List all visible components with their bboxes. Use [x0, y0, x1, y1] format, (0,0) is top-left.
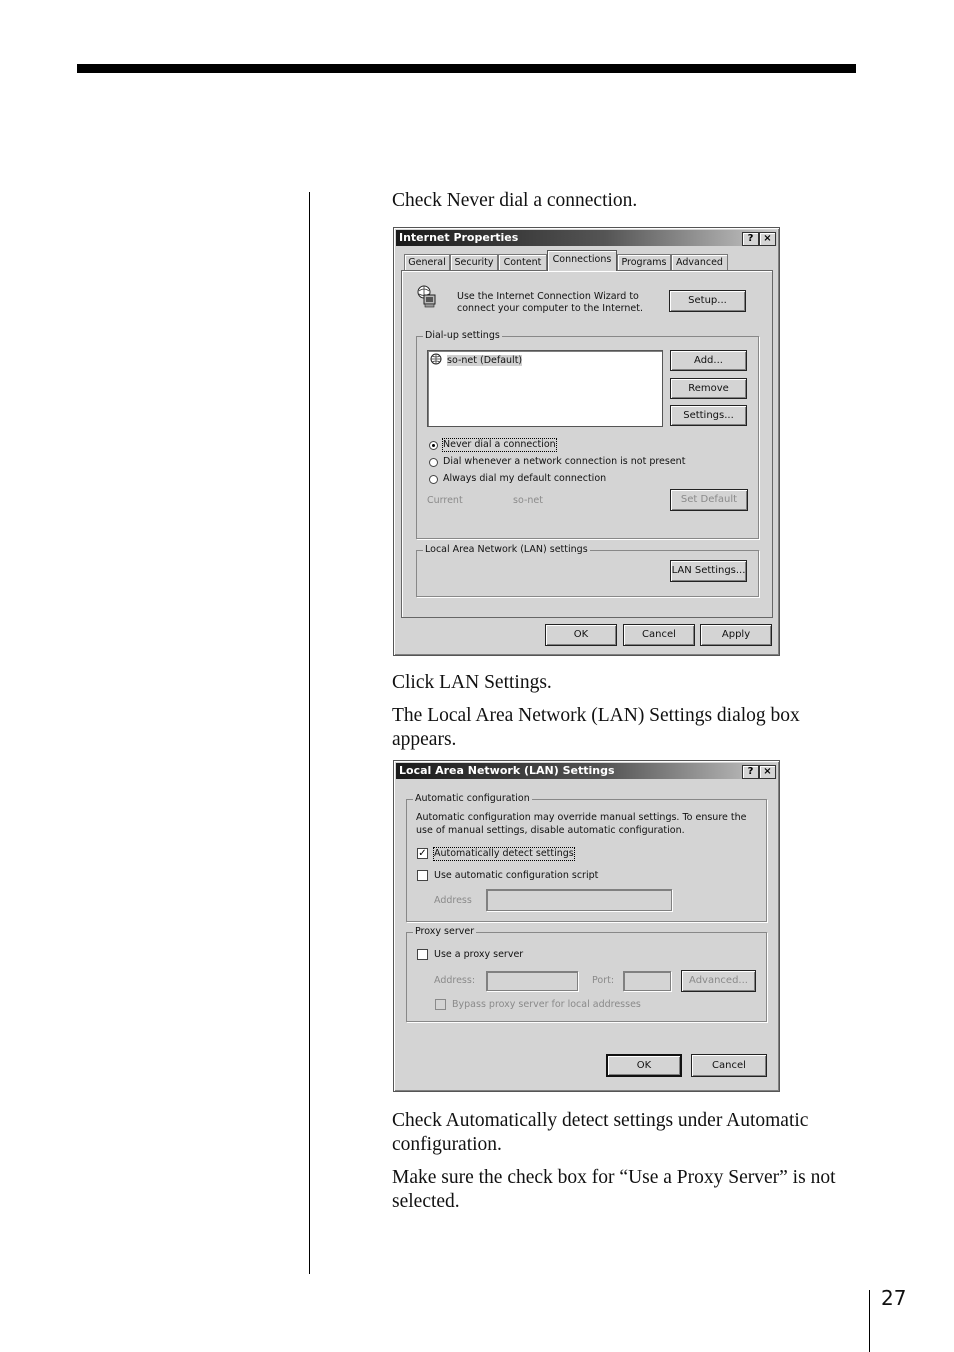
auto-config-desc-line2: use of manual settings, disable automatic configuration.	[416, 825, 685, 836]
cancel-button[interactable]: Cancel	[623, 624, 695, 646]
automatic-configuration-group	[406, 793, 767, 922]
proxy-server-group	[406, 926, 767, 1022]
never-dial-radio[interactable]	[429, 441, 438, 450]
tab-content[interactable]: Content	[498, 254, 547, 270]
script-address-label: Address	[434, 895, 472, 906]
lan-settings-button[interactable]: LAN Settings...	[670, 560, 747, 582]
connections-panel	[401, 270, 773, 618]
proxy-address-input[interactable]	[486, 971, 578, 991]
close-icon[interactable]: ×	[759, 765, 776, 779]
dialup-settings-group	[416, 330, 759, 539]
list-item[interactable]	[430, 353, 522, 367]
script-address-input[interactable]	[486, 889, 672, 911]
dialog-title: Local Area Network (LAN) Settings	[399, 764, 615, 777]
wizard-text-line2: connect your computer to the Internet.	[457, 303, 644, 314]
setup-button[interactable]: Setup...	[669, 290, 746, 312]
apply-button[interactable]: Apply	[700, 624, 772, 646]
header-rule	[77, 64, 856, 73]
bypass-proxy-checkbox[interactable]	[435, 999, 446, 1010]
auto-script-checkbox[interactable]	[417, 870, 428, 881]
dialup-connection-list[interactable]	[427, 350, 663, 427]
never-dial-label[interactable]: Never dial a connection	[443, 439, 556, 450]
margin-rule	[309, 192, 310, 1274]
step-auto-detect-text: Check Automatically detect settings under Automatic configuration.	[392, 1110, 809, 1155]
connection-wizard-icon	[416, 285, 438, 309]
close-icon[interactable]: ×	[759, 232, 776, 246]
auto-detect-checkbox[interactable]: ✓	[418, 848, 427, 859]
step-lan-appears-text: The Local Area Network (LAN) Settings dialog box appears.	[392, 705, 800, 750]
tab-connections[interactable]: Connections	[547, 250, 617, 271]
lan-ok-button[interactable]: OK	[606, 1054, 682, 1077]
add-button[interactable]: Add...	[670, 350, 747, 371]
page-number: 27	[881, 1286, 907, 1310]
proxy-port-input[interactable]	[623, 971, 671, 991]
remove-button[interactable]: Remove	[670, 378, 747, 399]
dialup-connection-icon	[430, 353, 444, 365]
internet-properties-dialog	[393, 227, 780, 656]
step-proxy-note-text: Make sure the check box for “Use a Proxy Server” is not selected.	[392, 1167, 836, 1212]
proxy-port-label: Port:	[592, 975, 615, 986]
dialup-entry-label: so-net (Default)	[447, 355, 523, 366]
lan-settings-titlebar	[396, 763, 777, 779]
automatic-configuration-label: Automatic configuration	[415, 793, 530, 804]
tab-programs[interactable]: Programs	[617, 254, 671, 270]
bypass-proxy-label[interactable]: Bypass proxy server for local addresses	[452, 999, 641, 1010]
help-icon[interactable]: ?	[742, 232, 759, 246]
lan-cancel-button[interactable]: Cancel	[691, 1054, 767, 1077]
internet-properties-titlebar	[396, 230, 777, 246]
tab-security[interactable]: Security	[450, 254, 498, 270]
use-proxy-checkbox[interactable]	[417, 949, 428, 960]
help-icon[interactable]: ?	[742, 765, 759, 779]
always-dial-radio[interactable]	[429, 475, 438, 484]
auto-script-label[interactable]: Use automatic configuration script	[434, 870, 599, 881]
dial-whenever-radio[interactable]	[429, 458, 438, 467]
dialup-settings-label: Dial-up settings	[425, 330, 500, 341]
lan-settings-dialog	[393, 760, 780, 1092]
proxy-server-label: Proxy server	[415, 926, 475, 937]
wizard-text-line1: Use the Internet Connection Wizard to	[457, 291, 639, 302]
auto-config-desc-line1: Automatic configuration may override manual settings. To ensure the	[416, 812, 747, 823]
page-number-rule	[869, 1290, 870, 1352]
use-proxy-label[interactable]: Use a proxy server	[434, 949, 524, 960]
step-never-dial-text: Check Never dial a connection.	[392, 190, 638, 211]
auto-detect-label[interactable]: Automatically detect settings	[434, 848, 574, 859]
step-click-lan-text: Click LAN Settings.	[392, 672, 552, 693]
tab-advanced[interactable]: Advanced	[671, 254, 728, 270]
ok-button[interactable]: OK	[545, 624, 617, 646]
current-value: so-net	[513, 495, 543, 506]
current-label: Current	[427, 495, 463, 506]
lan-settings-group	[416, 544, 759, 597]
tab-general[interactable]: General	[404, 254, 450, 270]
dialog-title: Internet Properties	[399, 231, 519, 244]
dial-whenever-label[interactable]: Dial whenever a network connection is not present	[443, 456, 686, 467]
set-default-button[interactable]: Set Default	[670, 489, 748, 511]
proxy-address-label: Address:	[434, 975, 476, 986]
advanced-button[interactable]: Advanced...	[681, 970, 756, 992]
lan-settings-group-label: Local Area Network (LAN) settings	[425, 544, 588, 555]
settings-button[interactable]: Settings...	[670, 405, 747, 426]
always-dial-label[interactable]: Always dial my default connection	[443, 473, 607, 484]
